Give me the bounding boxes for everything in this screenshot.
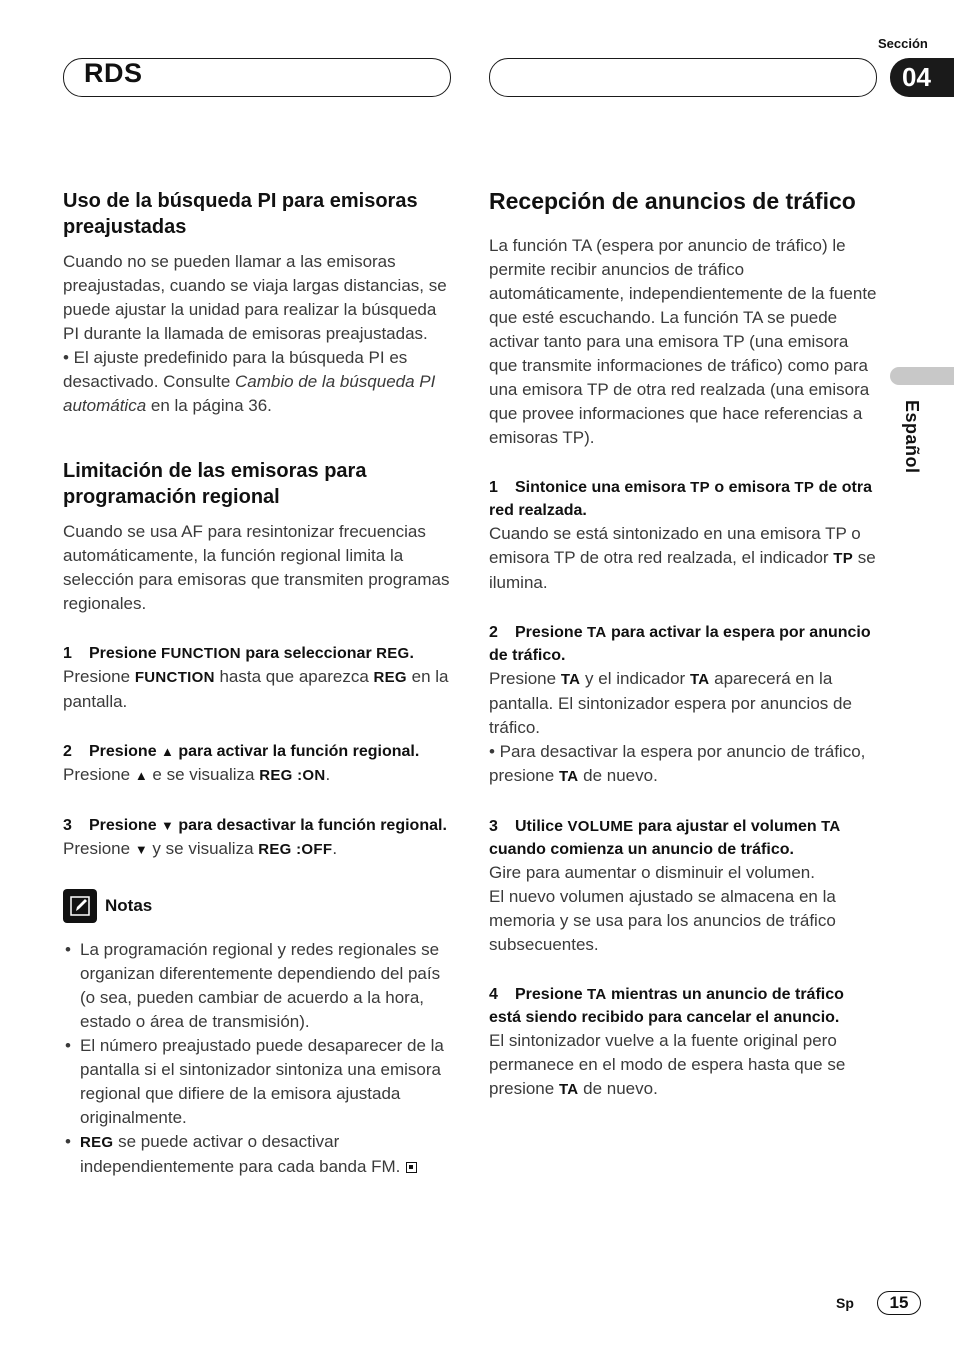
list-item: • La programación regional y redes regionales se organizan diferentemente dependiendo del país (o sea, pueden cambiar de acuerdo a la hora, estado o área de transmisión). — [63, 938, 455, 1034]
pencil-note-icon — [63, 889, 97, 923]
section-label: Sección — [878, 36, 928, 51]
end-mark-icon — [406, 1162, 417, 1173]
traffic-intro: La función TA (espera por anuncio de tráfico) le permite recibir anuncios de tráfico automáticamente, independientemente de la fuente que esté escuchando. La función TA se puede activar tanto para una emisora TP (una emisora que transmite informaciones de tráfico) como para una emisora TP de otra red realzada (una emisora que provee informaciones que hace referencias a emisoras TP). — [489, 236, 877, 447]
step-heading: 4 Presione TA mientras un anuncio de tráfico está siendo recibido para cancelar el anuncio. — [489, 986, 844, 1026]
step-heading: 3 Utilice VOLUME para ajustar el volumen TA cuando comienza un anuncio de tráfico. — [489, 818, 841, 858]
regional-paragraph: Cuando se usa AF para resintonizar frecuencias automáticamente, la función regional limita la selección para emisoras que transmiten programas regionales. — [63, 522, 450, 613]
step-heading: 2 Presione TA para activar la espera por anuncio de tráfico. — [489, 624, 871, 664]
heading-regional: Limitación de las emisoras para programación regional — [63, 460, 367, 508]
step-body: Cuando se está sintonizado en una emisora TP o emisora TP de otra red realzada, el indicador TP se ilumina. — [489, 524, 876, 592]
step-body: Gire para aumentar o disminuir el volumen. — [489, 863, 815, 882]
step-heading: 1 Presione FUNCTION para seleccionar REG. — [63, 645, 414, 662]
header-blank-frame — [489, 58, 877, 97]
step-heading: 3 Presione ▼ para desactivar la función regional. — [63, 817, 447, 834]
step-body: El sintonizador vuelve a la fuente original pero permanece en el modo de espera hasta que se presione TA de nuevo. — [489, 1031, 846, 1098]
pi-search-note: • El ajuste predefinido para la búsqueda PI es desactivado. Consulte Cambio de la búsqueda PI automática en la página 36. — [63, 348, 436, 415]
language-tab-bar — [890, 367, 954, 385]
step-body-note: • Para desactivar la espera por anuncio de tráfico, presione TA de nuevo. — [489, 742, 866, 785]
language-label: Español — [902, 400, 922, 474]
list-item: • El número preajustado puede desaparecer de la pantalla si el sintonizador sintoniza una emisora regional que difiere de la emisora ajustada originalmente. — [63, 1034, 455, 1130]
pi-search-paragraph: Cuando no se pueden llamar a las emisoras preajustadas, cuando se viaja largas distancias, se puede ajustar la unidad para realizar la búsqueda PI durante la llamada de emisoras preajustadas. — [63, 252, 447, 343]
notes-list — [63, 938, 455, 1179]
notes-title: Notas — [105, 896, 153, 915]
list-item: • REG se puede activar o desactivar independientemente para cada banda FM. — [63, 1130, 455, 1179]
right-column — [489, 186, 879, 1102]
notes-header — [63, 888, 455, 924]
heading-pi-search: Uso de la búsqueda PI para emisoras preajustadas — [63, 190, 418, 238]
step-body: Presione ▲ e se visualiza REG :ON. — [63, 765, 331, 784]
step-heading: 2 Presione ▲ para activar la función regional. — [63, 743, 420, 760]
step-body: Presione ▼ y se visualiza REG :OFF. — [63, 839, 338, 858]
step-body: El nuevo volumen ajustado se almacena en la memoria y se usa para los anuncios de tráfico subsecuentes. — [489, 887, 836, 954]
up-arrow-icon: ▲ — [134, 768, 148, 783]
page-title: RDS — [84, 58, 143, 88]
down-arrow-icon: ▼ — [161, 818, 174, 833]
footer-language-code: Sp — [836, 1295, 854, 1311]
up-arrow-icon: ▲ — [161, 744, 174, 759]
down-arrow-icon: ▼ — [134, 842, 148, 857]
step-body: Presione TA y el indicador TA aparecerá en la pantalla. El sintonizador espera por anuncios de tráfico. — [489, 669, 852, 737]
page-number: 15 — [877, 1291, 921, 1315]
heading-traffic: Recepción de anuncios de tráfico — [489, 188, 856, 214]
step-heading: 1 Sintonice una emisora TP o emisora TP de otra red realzada. — [489, 479, 872, 519]
reference-link-text: Cambio de la búsqueda PI automática — [63, 372, 436, 415]
step-body: Presione FUNCTION hasta que aparezca REG en la pantalla. — [63, 667, 449, 711]
section-number-tab: 04 — [890, 58, 954, 97]
left-column — [63, 188, 455, 1179]
